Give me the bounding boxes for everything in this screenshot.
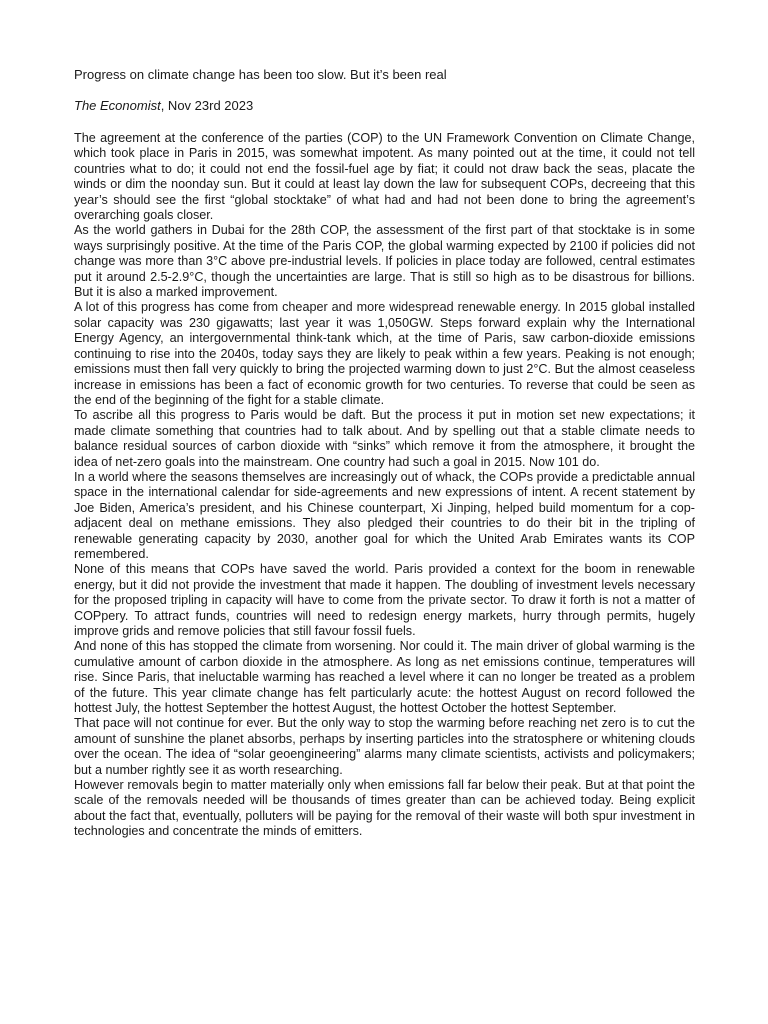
paragraph-4: To ascribe all this progress to Paris would be daft. But the process it put in motion set new expectations; it made climate something that countries had to talk about. And by spelling out that a stable climate needs to balance residual sources of carbon dioxide with “sinks” which remove it from the atmosphere, it brought the idea of net-zero goals into the mainstream. One country had such a goal in 2015. Now 101 do.	[74, 408, 695, 469]
paragraph-1: The agreement at the conference of the parties (COP) to the UN Framework Convention on Climate Change, which took place in Paris in 2015, was somewhat impotent. As many pointed out at the time, it could not tell countries what to do; it could not end the fossil-fuel age by fiat; it could not draw back the seas, placate the winds or dim the noonday sun. But it could at least lay down the law for subsequent COPs, decreeing that this year’s should see the first “global stocktake” of what had and had not been done to bring the agreement’s overarching goals closer.	[74, 131, 695, 223]
paragraph-2: As the world gathers in Dubai for the 28th COP, the assessment of the first part of that stocktake is in some ways surprisingly positive. At the time of the Paris COP, the global warming expected by 2100 if policies did not change was more than 3°C above pre-industrial levels. If policies in place today are followed, central estimates put it around 2.5-2.9°C, though the uncertainties are large. That is still so high as to be disastrous for billions. But it is also a marked improvement.	[74, 223, 695, 300]
paragraph-9: However removals begin to matter materially only when emissions fall far below their peak. But at that point the scale of the removals needed will be thousands of times greater than can be achieved today. Being explicit about the fact that, eventually, polluters will be paying for the removal of their waste will both spur investment in technologies and concentrate the minds of emitters.	[74, 778, 695, 839]
article-source	[74, 97, 695, 115]
paragraph-7: And none of this has stopped the climate from worsening. Nor could it. The main driver of global warming is the cumulative amount of carbon dioxide in the atmosphere. As long as net emissions continue, temperatures will rise. Since Paris, that ineluctable warming has reached a level where it can no longer be treated as a problem of the future. This year climate change has felt particularly acute: the hottest August on record followed the hottest July, the hottest September the hottest August, the hottest October the hottest September.	[74, 639, 695, 716]
paragraph-5: In a world where the seasons themselves are increasingly out of whack, the COPs provide a predictable annual space in the international calendar for side-agreements and new expressions of intent. A recent statement by Joe Biden, America’s president, and his Chinese counterpart, Xi Jinping, helped build momentum for a cop-adjacent deal on methane emissions. They also pledged their countries to do their bit in the tripling of renewable generating capacity by 2030, another goal for which the United Arab Emirates wants its COP remembered.	[74, 469, 695, 561]
document-page	[74, 66, 695, 840]
paragraph-6: None of this means that COPs have saved the world. Paris provided a context for the boom in renewable energy, but it did not provide the investment that made it happen. The doubling of investment levels necessary for the proposed tripling in capacity will have to come from the private sector. To draw it forth is not a matter of COPpery. To attract funds, countries will need to redesign energy markets, hurry through permits, hugely improve grids and remove policies that still favour fossil fuels.	[74, 562, 695, 638]
paragraph-3: A lot of this progress has come from cheaper and more widespread renewable energy. In 2015 global installed solar capacity was 230 gigawatts; last year it was 1,050GW. Steps forward explain why the International Energy Agency, an intergovernmental think-tank which, at the time of Paris, saw carbon-dioxide emissions continuing to rise into the 2040s, today says they are likely to peak within a few years. Peaking is not enough; emissions must then fall very quickly to bring the projected warming down to just 2°C. But the almost ceaseless increase in emissions has been a fact of economic growth for two centuries. To reverse that could be seen as the end of the beginning of the fight for a stable climate.	[74, 300, 695, 407]
paragraph-8: That pace will not continue for ever. But the only way to stop the warming before reaching net zero is to cut the amount of sunshine the planet absorbs, perhaps by inserting particles into the stratosphere or whitening clouds over the ocean. The idea of “solar geoengineering” alarms many climate scientists, activists and policymakers; but a number rightly see it as worth researching.	[74, 716, 695, 777]
publication-name: The Economist	[74, 98, 161, 113]
publication-date: , Nov 23rd 2023	[160, 98, 254, 113]
article-title: Progress on climate change has been too slow. But it’s been real	[74, 67, 447, 82]
